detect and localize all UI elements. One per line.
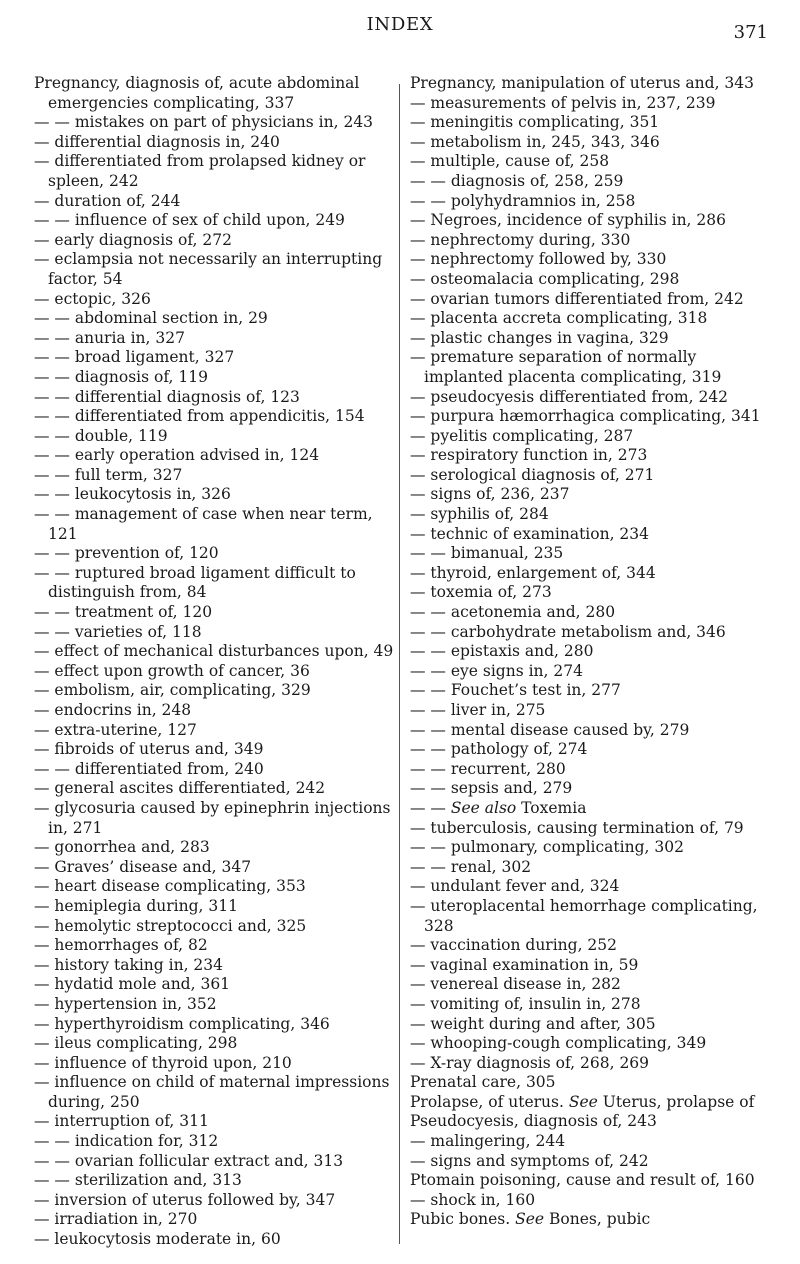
index-entry: — — recurrent, 280 bbox=[410, 759, 566, 778]
index-entry: — — See also Toxemia bbox=[410, 798, 587, 817]
index-entry: — nephrectomy followed by, 330 bbox=[410, 250, 667, 269]
page-header bbox=[0, 8, 800, 48]
index-entry: — eclampsia not necessarily an interrupting factor, 54 bbox=[34, 250, 383, 288]
index-entry: — uteroplacental hemorrhage complicating, 328 bbox=[410, 896, 758, 935]
index-entry: — toxemia of, 273 bbox=[410, 583, 552, 602]
index-entry: — undulant fever and, 324 bbox=[410, 877, 620, 896]
index-entry: — leukocytosis moderate in, 60 bbox=[34, 1230, 281, 1249]
index-entry: — glycosuria caused by epinephrin injections in, 271 bbox=[34, 798, 391, 837]
index-entry: Prenatal care, 305 bbox=[410, 1073, 556, 1092]
index-entry: — — influence of sex of child upon, 249 bbox=[34, 211, 345, 230]
index-entry: — endocrins in, 248 bbox=[34, 701, 192, 719]
index-entry: — effect of mechanical disturbances upon, 49 bbox=[34, 642, 394, 661]
index-entry: Ptomain poisoning, cause and result of, 160 bbox=[410, 1171, 755, 1190]
index-entry: — — pulmonary, complicating, 302 bbox=[410, 838, 684, 857]
index-entry: — — mistakes on part of physicians in, 243 bbox=[34, 113, 374, 132]
index-entry: — measurements of pelvis in, 237, 239 bbox=[410, 93, 716, 112]
index-entry: — — management of case when near term, 121 bbox=[34, 505, 373, 543]
index-entry: Pregnancy, manipulation of uterus and, 343 bbox=[410, 74, 755, 92]
index-entry: — — sepsis and, 279 bbox=[410, 779, 573, 798]
index-entry: — thyroid, enlargement of, 344 bbox=[410, 563, 656, 582]
index-entry: — — diagnosis of, 119 bbox=[34, 367, 208, 386]
index-entry: — — acetonemia and, 280 bbox=[410, 603, 616, 622]
index-entry: — differential diagnosis in, 240 bbox=[34, 132, 280, 151]
page-number: 371 bbox=[733, 22, 768, 43]
index-entry: — — broad ligament, 327 bbox=[34, 348, 235, 367]
index-entry: — signs of, 236, 237 bbox=[410, 485, 570, 504]
index-entry: — — treatment of, 120 bbox=[34, 603, 213, 622]
index-entry: — differentiated from prolapsed kidney or spleen, 242 bbox=[34, 152, 366, 190]
index-entry: — inversion of uterus followed by, 347 bbox=[34, 1190, 336, 1209]
index-entry: — Negroes, incidence of syphilis in, 286 bbox=[410, 211, 726, 230]
index-entry: — history taking in, 234 bbox=[34, 955, 224, 974]
index-entry: — — abdominal section in, 29 bbox=[34, 309, 268, 328]
index-entry: — — full term, 327 bbox=[34, 465, 183, 484]
index-entry: — hydatid mole and, 361 bbox=[34, 975, 231, 994]
index-entry: — meningitis complicating, 351 bbox=[410, 113, 660, 132]
index-entry: — effect upon growth of cancer, 36 bbox=[34, 661, 310, 680]
index-entry: — shock in, 160 bbox=[410, 1190, 536, 1209]
index-entry: — — eye signs in, 274 bbox=[410, 661, 583, 680]
index-entry: — pseudocyesis differentiated from, 242 bbox=[410, 387, 729, 406]
index-entry: — — carbohydrate metabolism and, 346 bbox=[410, 622, 726, 641]
index-entry: Pseudocyesis, diagnosis of, 243 bbox=[410, 1112, 657, 1131]
running-title: INDEX bbox=[366, 14, 434, 35]
index-entry: Pubic bones. See Bones, pubic bbox=[410, 1210, 651, 1229]
index-column-left bbox=[34, 74, 396, 1250]
index-entry: — hemorrhages of, 82 bbox=[34, 936, 208, 955]
index-entry: — whooping-cough complicating, 349 bbox=[410, 1034, 707, 1053]
index-entry: — interruption of, 311 bbox=[34, 1112, 209, 1131]
index-entry: — — Fouchet’s test in, 277 bbox=[410, 681, 621, 700]
index-entry: — embolism, air, complicating, 329 bbox=[34, 681, 311, 700]
index-entry: — hemiplegia during, 311 bbox=[34, 896, 238, 915]
index-entry: — vomiting of, insulin in, 278 bbox=[410, 994, 641, 1013]
index-entry: — gonorrhea and, 283 bbox=[34, 838, 210, 857]
index-entry: — purpura hæmorrhagica complicating, 341 bbox=[410, 407, 761, 426]
index-entry: — duration of, 244 bbox=[34, 191, 181, 210]
index-entry: — hyperthyroidism complicating, 346 bbox=[34, 1014, 330, 1033]
index-entry: — — differentiated from appendicitis, 154 bbox=[34, 407, 365, 426]
index-entry: — venereal disease in, 282 bbox=[410, 975, 621, 994]
index-entry: — hypertension in, 352 bbox=[34, 994, 217, 1013]
index-entry: — Graves’ disease and, 347 bbox=[34, 857, 252, 876]
index-entry: — — double, 119 bbox=[34, 426, 168, 445]
index-entry: — general ascites differentiated, 242 bbox=[34, 779, 326, 798]
index-entry: — placenta accreta complicating, 318 bbox=[410, 309, 708, 328]
index-entry: — — varieties of, 118 bbox=[34, 622, 202, 641]
index-entry: — — differentiated from, 240 bbox=[34, 759, 264, 778]
index-column-right bbox=[410, 74, 772, 1230]
index-entry: — ectopic, 326 bbox=[34, 289, 151, 308]
index-entry: Pregnancy, diagnosis of, acute abdominal emergencies complicating, 337 bbox=[34, 74, 360, 112]
index-entry: — — early operation advised in, 124 bbox=[34, 446, 320, 465]
index-entry: — hemolytic streptococci and, 325 bbox=[34, 916, 307, 935]
index-entry: — extra-uterine, 127 bbox=[34, 720, 197, 739]
index-entry: — early diagnosis of, 272 bbox=[34, 230, 232, 249]
index-entry: — X-ray diagnosis of, 268, 269 bbox=[410, 1053, 650, 1072]
index-entry: — — liver in, 275 bbox=[410, 701, 546, 719]
index-entry: — technic of examination, 234 bbox=[410, 524, 650, 543]
index-entry: — plastic changes in vagina, 329 bbox=[410, 328, 669, 347]
index-entry: — influence on child of maternal impressions during, 250 bbox=[34, 1073, 390, 1111]
index-entry: — — anuria in, 327 bbox=[34, 328, 185, 347]
index-entry: — respiratory function in, 273 bbox=[410, 446, 648, 465]
index-entry: — — diagnosis of, 258, 259 bbox=[410, 171, 624, 190]
index-entry: — vaccination during, 252 bbox=[410, 936, 618, 955]
index-entry: — — renal, 302 bbox=[410, 857, 532, 876]
index-entry: — syphilis of, 284 bbox=[410, 505, 549, 524]
index-entry: — — differential diagnosis of, 123 bbox=[34, 387, 300, 406]
index-entry: Prolapse, of uterus. See Uterus, prolapse of bbox=[410, 1092, 755, 1111]
index-entry: — weight during and after, 305 bbox=[410, 1014, 656, 1033]
index-entry: — irradiation in, 270 bbox=[34, 1210, 198, 1229]
index-entry: — — mental disease caused by, 279 bbox=[410, 720, 690, 739]
column-divider bbox=[399, 84, 400, 1244]
index-entry: — — polyhydramnios in, 258 bbox=[410, 191, 636, 210]
index-entry: — — ovarian follicular extract and, 313 bbox=[34, 1151, 344, 1170]
index-entry: — serological diagnosis of, 271 bbox=[410, 465, 655, 484]
index-entry: — — sterilization and, 313 bbox=[34, 1171, 242, 1190]
index-entry: — premature separation of normally implanted placenta complicating, 319 bbox=[410, 348, 722, 386]
index-entry: — multiple, cause of, 258 bbox=[410, 152, 610, 171]
index-entry: — — bimanual, 235 bbox=[410, 544, 564, 563]
index-entry: — — ruptured broad ligament difficult to distinguish from, 84 bbox=[34, 563, 356, 602]
index-entry: — fibroids of uterus and, 349 bbox=[34, 740, 264, 759]
index-entry: — nephrectomy during, 330 bbox=[410, 230, 631, 249]
index-entry: — heart disease complicating, 353 bbox=[34, 877, 306, 896]
index-entry: — tuberculosis, causing termination of, 79 bbox=[410, 818, 744, 837]
index-entry: — — prevention of, 120 bbox=[34, 544, 219, 563]
index-entry: — ovarian tumors differentiated from, 242 bbox=[410, 289, 744, 308]
index-entry: — pyelitis complicating, 287 bbox=[410, 426, 634, 445]
index-entry: — metabolism in, 245, 343, 346 bbox=[410, 132, 660, 151]
index-entry: — influence of thyroid upon, 210 bbox=[34, 1053, 292, 1072]
index-entry: — vaginal examination in, 59 bbox=[410, 955, 639, 974]
index-entry: — — leukocytosis in, 326 bbox=[34, 485, 231, 504]
index-entry: — ileus complicating, 298 bbox=[34, 1034, 238, 1053]
index-entry: — — indication for, 312 bbox=[34, 1132, 219, 1151]
index-entry: — signs and symptoms of, 242 bbox=[410, 1151, 649, 1170]
index-entry: — osteomalacia complicating, 298 bbox=[410, 269, 680, 288]
index-entry: — malingering, 244 bbox=[410, 1132, 566, 1151]
index-entry: — — epistaxis and, 280 bbox=[410, 642, 594, 661]
index-entry: — — pathology of, 274 bbox=[410, 740, 588, 759]
